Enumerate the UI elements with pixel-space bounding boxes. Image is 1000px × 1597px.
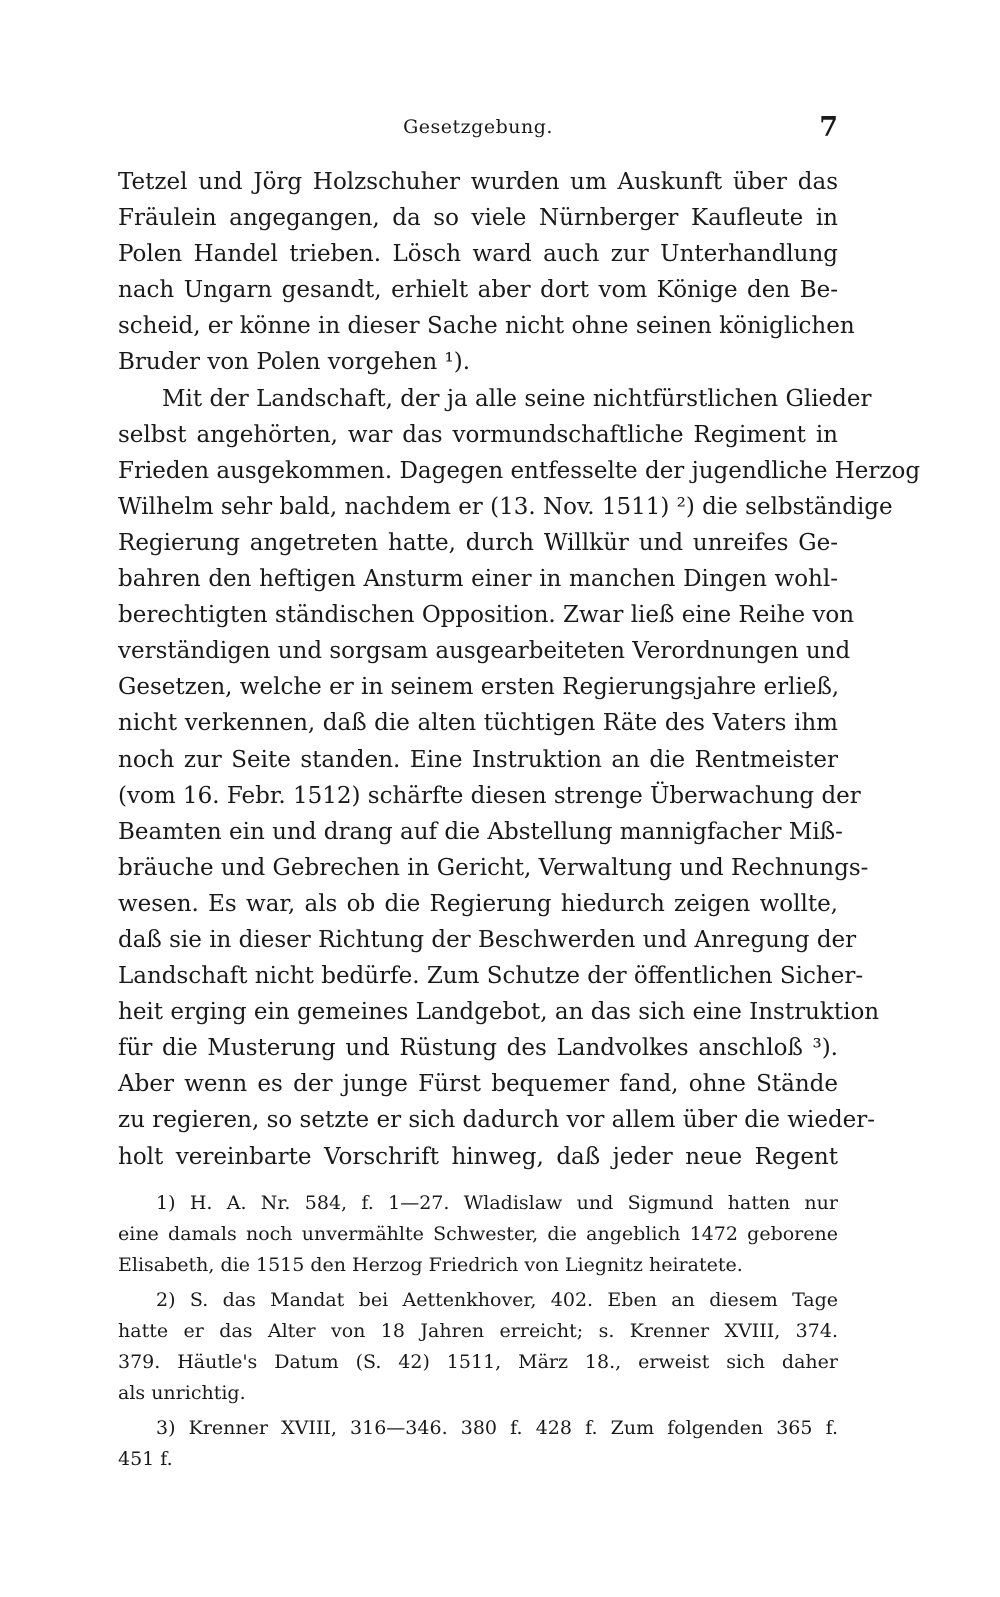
body-line: heit erging ein gemeines Landgebot, an das sich eine Instruktion xyxy=(118,999,880,1026)
body-text xyxy=(118,164,921,1175)
footnote-line: hatte er das Alter von 18 Jahren erreicht; s. Krenner XVIII, 374. xyxy=(118,1320,838,1342)
footnote-line: 451 f. xyxy=(118,1448,173,1470)
footnote-line: 2) S. das Mandat bei Aettenkhover, 402. Eben an diesem Tage xyxy=(156,1289,838,1311)
body-line: Fräulein angegangen, da so viele Nürnberger Kaufleute in xyxy=(118,205,838,232)
body-line: scheid, er könne in dieser Sache nicht ohne seinen königlichen xyxy=(118,313,855,340)
body-line: Wilhelm sehr bald, nachdem er (13. Nov. 1511) ²) die selbständige xyxy=(118,493,893,520)
body-line: zu regieren, so setzte er sich dadurch vor allem über die wieder- xyxy=(118,1107,876,1134)
body-line: Polen Handel trieben. Lösch ward auch zur Unterhandlung xyxy=(118,241,838,268)
footnote-2 xyxy=(118,1285,838,1409)
body-line: Regierung angetreten hatte, durch Willkür und unreifes Ge- xyxy=(118,529,838,556)
body-line: (vom 16. Febr. 1512) schärfte diesen strenge Überwachung der xyxy=(118,782,861,809)
body-line: noch zur Seite standen. Eine Instruktion an die Rentmeister xyxy=(118,746,838,773)
body-line: holt vereinbarte Vorschrift hinweg, daß jeder neue Regent xyxy=(118,1143,838,1170)
footnotes xyxy=(118,1188,838,1475)
body-line: Mit der Landschaft, der ja alle seine nichtfürstlichen Glieder xyxy=(162,385,872,412)
body-line: bahren den heftigen Ansturm einer in manchen Dingen wohl- xyxy=(118,566,838,593)
body-line: Beamten ein und drang auf die Abstellung mannigfacher Miß- xyxy=(118,818,843,845)
running-title: Gesetzgebung. xyxy=(403,116,553,138)
footnote-line: 379. Häutle's Datum (S. 42) 1511, März 18., erweist sich daher xyxy=(118,1351,838,1373)
body-line: berechtigten ständischen Opposition. Zwar ließ eine Reihe von xyxy=(118,602,855,629)
body-line: wesen. Es war, als ob die Regierung hiedurch zeigen wollte, xyxy=(118,890,838,917)
page-number: 7 xyxy=(819,112,838,143)
body-line: Tetzel und Jörg Holzschuher wurden um Auskunft über das xyxy=(118,169,838,195)
body-line: nicht verkennen, daß die alten tüchtigen Räte des Vaters ihm xyxy=(118,710,838,737)
body-line: selbst angehörten, war das vormundschaftliche Regiment in xyxy=(118,421,838,448)
footnote-line: eine damals noch unvermählte Schwester, die angeblich 1472 geborene xyxy=(118,1223,838,1245)
body-line: Gesetzen, welche er in seinem ersten Regierungsjahre erließ, xyxy=(118,674,840,701)
body-line: Bruder von Polen vorgehen ¹). xyxy=(118,349,471,376)
body-line: bräuche und Gebrechen in Gericht, Verwaltung und Rechnungs- xyxy=(118,854,869,881)
body-line: verständigen und sorgsam ausgearbeiteten Verordnungen und xyxy=(118,638,851,665)
body-line: daß sie in dieser Richtung der Beschwerden und Anregung der xyxy=(118,926,857,953)
footnote-line: als unrichtig. xyxy=(118,1382,246,1404)
body-line: Aber wenn es der junge Fürst bequemer fand, ohne Stände xyxy=(118,1071,838,1098)
body-line: nach Ungarn gesandt, erhielt aber dort vom Könige den Be- xyxy=(118,277,838,304)
running-head xyxy=(118,112,838,146)
body-line: für die Musterung und Rüstung des Landvolkes anschloß ³). xyxy=(118,1035,838,1062)
body-line: Frieden ausgekommen. Dagegen entfesselte der jugendliche Herzog xyxy=(118,457,921,484)
footnote-line: 3) Krenner XVIII, 316—346. 380 f. 428 f. Zum folgenden 365 f. xyxy=(156,1417,838,1439)
footnote-1 xyxy=(118,1188,838,1281)
footnote-line: 1) H. A. Nr. 584, f. 1—27. Wladislaw und Sigmund hatten nur xyxy=(156,1192,838,1214)
footnote-line: Elisabeth, die 1515 den Herzog Friedrich von Liegnitz heiratete. xyxy=(118,1254,743,1276)
footnote-3 xyxy=(118,1413,838,1475)
body-line: Landschaft nicht bedürfe. Zum Schutze der öffentlichen Sicher- xyxy=(118,963,864,990)
